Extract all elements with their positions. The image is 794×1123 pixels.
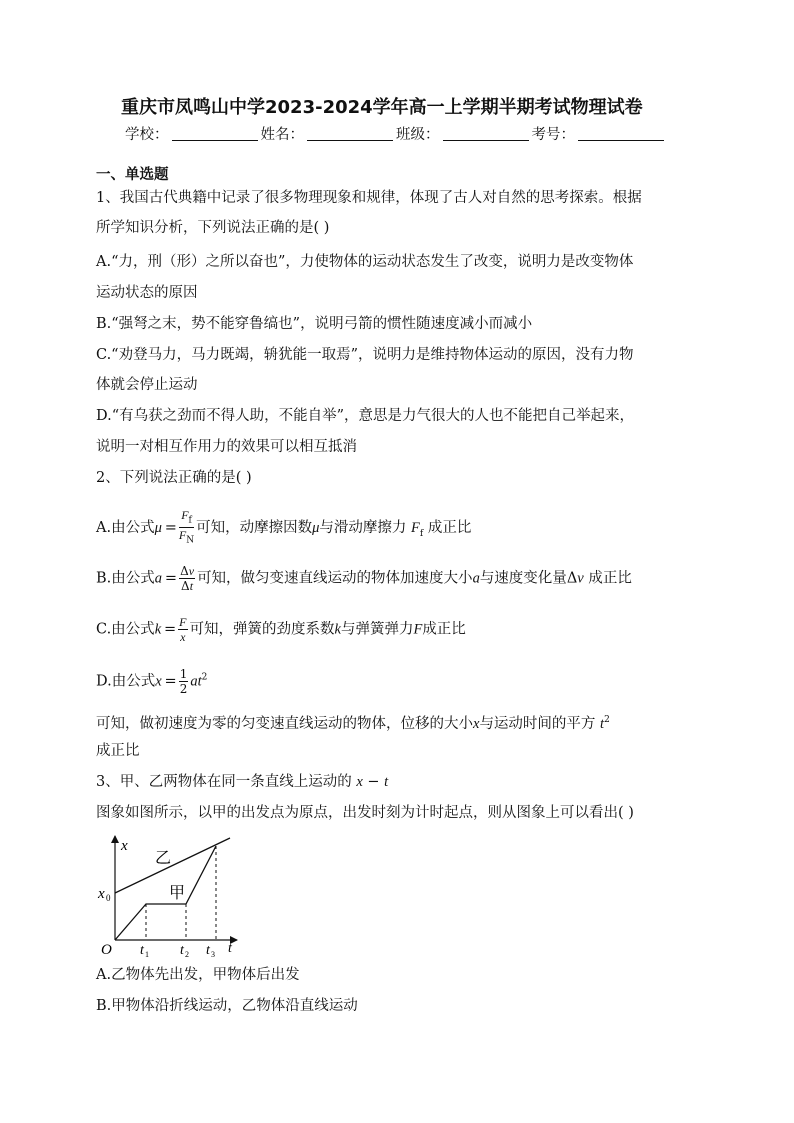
q2-b-prefix: B.由公式 <box>96 570 155 587</box>
label-yi: 乙 <box>155 848 172 867</box>
q2-a-text-3: 成正比 <box>427 519 472 536</box>
q3-stem-1: 3、甲、乙两物体在同一条直线上运动的 x − t <box>96 774 389 790</box>
info-line <box>125 125 667 145</box>
q3-stem-text: 3、甲、乙两物体在同一条直线上运动的 <box>96 774 352 790</box>
xt-graph <box>95 832 245 960</box>
section-heading: 一、单选题 <box>96 166 169 183</box>
q2-option-b: B.由公式a = $\frac{\Delta v}{\Delta t}$ 可知，做匀变速直线运动的物体加速度大小a与速度变化量Δv 成正比 <box>96 564 632 593</box>
class-blank[interactable] <box>443 126 529 141</box>
q2-stem: 2、下列说法正确的是( ) <box>96 470 252 486</box>
q1-option-d-2: 说明一对相互作用力的效果可以相互抵消 <box>96 439 357 455</box>
q1-option-b: B.“强弩之末，势不能穿鲁缟也”，说明弓箭的惯性随速度减小而减小 <box>96 316 533 332</box>
school-label: 学校： <box>125 127 169 143</box>
q2-d-text: 可知，做初速度为零的匀变速直线运动的物体，位移的大小 <box>96 715 473 732</box>
q3-option-a: A.乙物体先出发，甲物体后出发 <box>96 967 300 983</box>
q2-option-a: A.由公式μ = $\frac{F_f}{F_N}$ 可知，动摩擦因数μ与滑动摩擦力 $F_f$ 成正比 <box>96 508 472 546</box>
q1-stem-2: 所学知识分析，下列说法正确的是( ) <box>96 220 330 236</box>
label-origin: O <box>101 942 112 958</box>
q2-d-prefix: D.由公式 <box>96 673 156 690</box>
exam-no-blank[interactable] <box>578 126 664 141</box>
label-t2: t <box>180 943 184 958</box>
q2-c-prefix: C.由公式 <box>96 621 155 638</box>
q2-b-text-2: 与速度变化量 <box>479 570 567 587</box>
label-x: x <box>121 838 128 854</box>
q2-d-text-2: 与运动时间的平方 <box>479 715 596 732</box>
q2-option-d: D.由公式x = $\frac{1}{2}$ $at^2$ <box>96 667 208 696</box>
q2-a-text: 可知，动摩擦因数 <box>196 519 313 536</box>
name-label: 姓名： <box>260 127 304 143</box>
class-label: 班级： <box>396 127 440 143</box>
q2-option-d-line-2: 可知，做初速度为零的匀变速直线运动的物体，位移的大小x与运动时间的平方 $t^2$ <box>96 715 610 732</box>
q1-option-a-2: 运动状态的原因 <box>96 285 198 301</box>
formula-k-fraction: $\frac{F}{x}$ <box>179 615 187 644</box>
label-t3-sub: 3 <box>211 950 215 959</box>
q1-option-a-1: A.“力，刑（形）之所以奋也”，力使物体的运动状态发生了改变，说明力是改变物体 <box>96 254 634 270</box>
q2-c-text-3: 成正比 <box>422 621 466 638</box>
label-jia: 甲 <box>169 883 186 902</box>
q1-option-c-1: C.“劝登马力，马力既竭，辀犹能一取焉”，说明力是维持物体运动的原因，没有力物 <box>96 347 634 363</box>
label-t3: t <box>206 943 210 958</box>
label-t1: t <box>140 943 144 958</box>
q3-option-b: B.甲物体沿折线运动，乙物体沿直线运动 <box>96 998 358 1014</box>
formula-a-fraction: $\frac{\Delta v}{\Delta t}$ <box>180 564 195 593</box>
q1-stem-1: 1、我国古代典籍中记录了很多物理现象和规律，体现了古人对自然的思考探索。根据 <box>96 190 642 206</box>
label-x0-sub: 0 <box>106 893 111 903</box>
label-t2-sub: 2 <box>185 950 189 959</box>
q2-c-text-2: 与弹簧弹力 <box>340 621 414 638</box>
exam-no-label: 考号： <box>531 127 575 143</box>
label-t: t <box>228 941 232 956</box>
q1-option-c-2: 体就会停止运动 <box>96 377 198 393</box>
q2-b-text-3: 成正比 <box>588 570 632 587</box>
formula-mu-fraction: $\frac{F_f}{F_N}$ <box>178 508 195 546</box>
q3-stem-2: 图象如图所示，以甲的出发点为原点，出发时刻为计时起点，则从图象上可以看出( ) <box>96 805 634 821</box>
q2-option-d-line-3: 成正比 <box>96 743 140 759</box>
q2-a-prefix: A.由公式 <box>96 519 155 536</box>
formula-x-fraction: $\frac{1}{2}$ <box>179 667 188 696</box>
page-title: 重庆市凤鸣山中学2023-2024学年高一上学期半期考试物理试卷 <box>121 97 643 118</box>
q2-b-text: 可知，做匀变速直线运动的物体加速度大小 <box>197 570 473 587</box>
q1-option-d-1: D.“有乌获之劲而不得人助，不能自举”，意思是力气很大的人也不能把自己举起来， <box>96 408 635 424</box>
q2-option-c: C.由公式k = $\frac{F}{x}$ 可知，弹簧的劲度系数k与弹簧弹力F成正比 <box>96 615 466 644</box>
name-blank[interactable] <box>307 126 393 141</box>
q2-a-text-2: 与滑动摩擦力 <box>319 519 407 536</box>
q2-c-text: 可知，弹簧的劲度系数 <box>189 621 335 638</box>
school-blank[interactable] <box>172 126 258 141</box>
label-t1-sub: 1 <box>145 950 149 959</box>
label-x0: x <box>98 886 105 902</box>
